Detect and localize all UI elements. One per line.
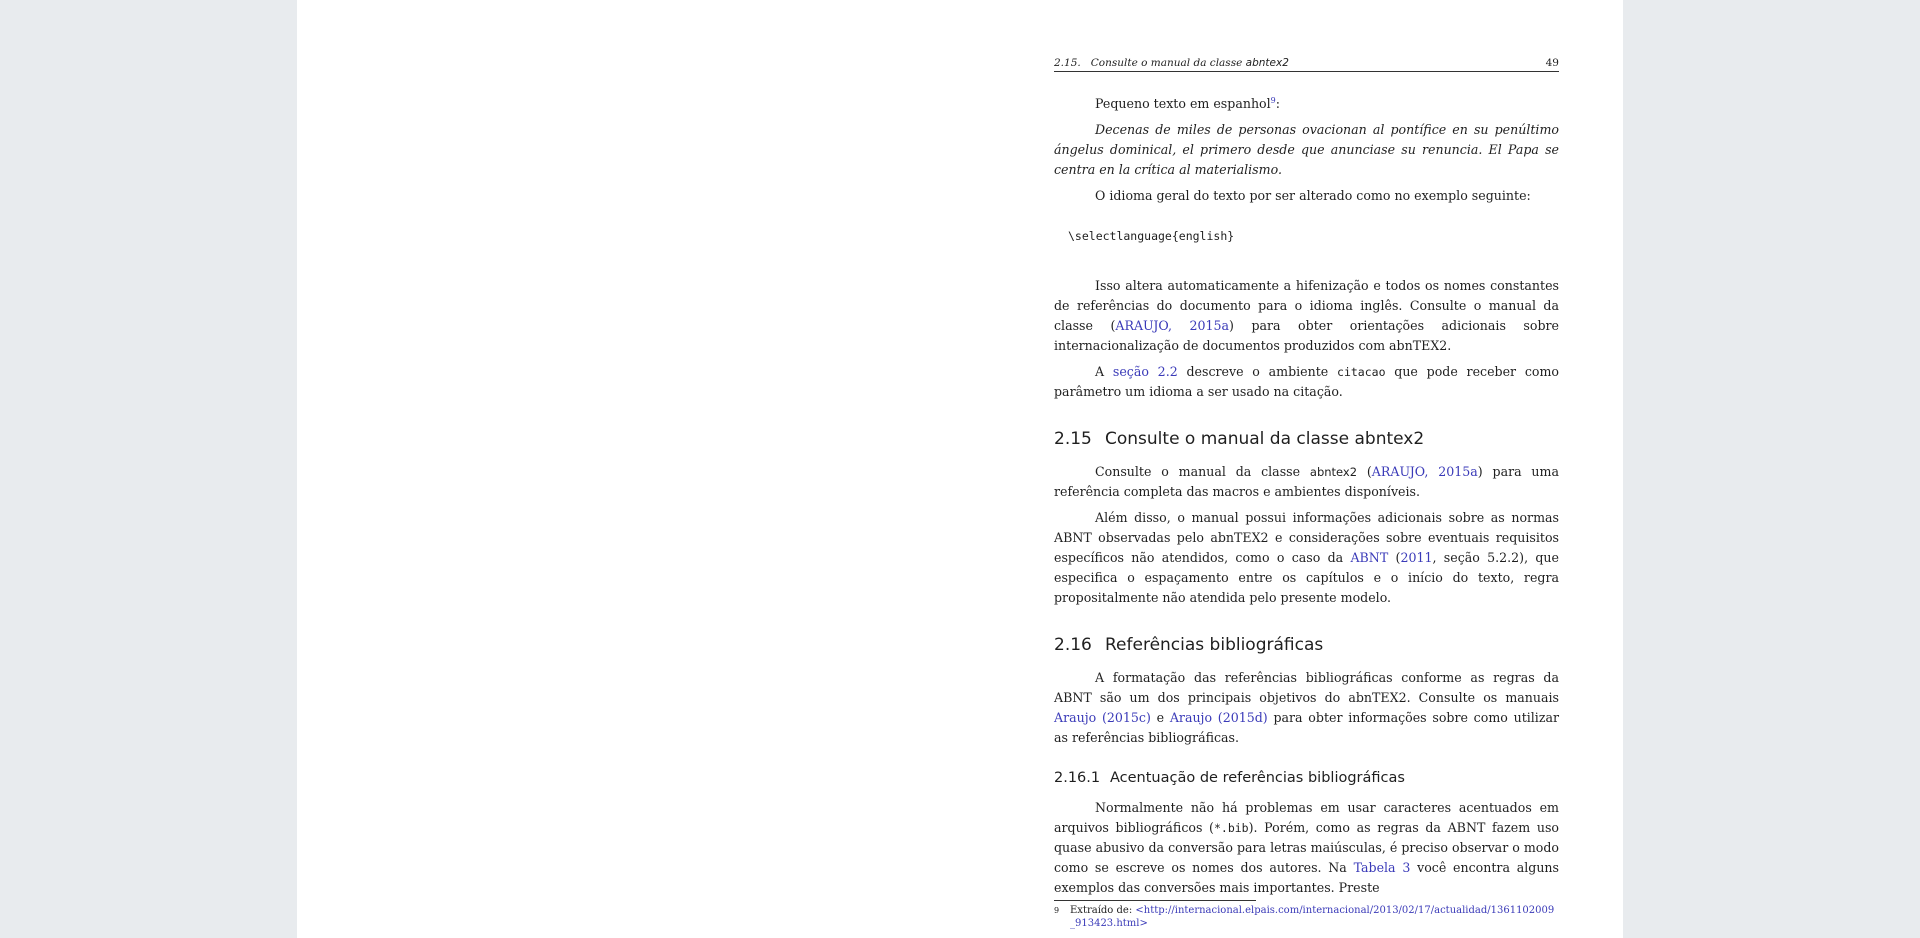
citation-link[interactable]: Araujo (2015d)	[1169, 710, 1268, 725]
section-heading: 2.16 Referências bibliográficas	[1054, 635, 1324, 655]
code-block: \selectlanguage{english}	[1068, 229, 1235, 243]
citation-link[interactable]: ARAUJO, 2015a	[1371, 464, 1478, 479]
subsection-heading: 2.16.1 Acentuação de referências bibliográficas	[1054, 770, 1405, 786]
section-link[interactable]: seção 2.2	[1112, 364, 1178, 379]
paragraph: O idioma geral do texto por ser alterado como no exemplo seguinte:	[1095, 188, 1531, 203]
paragraph: Normalmente não há problemas em usar caracteres acentuados em arquivos bibliográficos (*.bib). Porém, como as regras da ABNT fazem uso quase abusivo da conversão para letras maiúsculas, é preciso observar o modo como se escreve os nomes dos autores. Na Tabela 3 você encontra alguns exemplos das conversões mais importantes. Preste	[1054, 800, 1560, 895]
paragraph: A formatação das referências bibliográficas conforme as regras da ABNT são um dos principais objetivos do abnTEX2. Consulte os manuais Araujo (2015c) e Araujo (2015d) para obter informações sobre como utilizar as referências bibliográficas.	[1054, 670, 1559, 745]
citation-link[interactable]: ABNT	[1350, 550, 1389, 565]
document-page	[297, 0, 1623, 938]
footnote-rule	[1054, 900, 1256, 901]
footnote-url-link[interactable]: <http://internacional.elpais.com/internacional/2013/02/17/actualidad/1361102009_913423.html>	[1070, 905, 1555, 929]
running-header	[1054, 56, 1559, 72]
running-header-title: 2.15. Consulte o manual da classe abntex2	[1054, 57, 1289, 69]
paragraph: Além disso, o manual possui informações adicionais sobre as normas ABNT observadas pelo abnTEX2 e considerações sobre eventuais requisitos específicos não atendidos, como o caso da ABNT (2011, seção 5.2.2), que especifica o espaçamento entre os capítulos e o início do texto, regra propositalmente não atendida pelo presente modelo.	[1054, 510, 1559, 605]
footnote: 9 Extraído de: <http://internacional.elpais.com/internacional/2013/02/17/actualidad/1361102009_913423.html>	[1054, 905, 1555, 929]
section-heading: 2.15 Consulte o manual da classe abntex2	[1054, 429, 1425, 449]
citation-link[interactable]: ARAUJO, 2015a	[1115, 318, 1230, 333]
paragraph: A seção 2.2 descreve o ambiente citacao que pode receber como parâmetro um idioma a ser usado na citação.	[1054, 364, 1559, 399]
paragraph: Consulte o manual da classe abntex2 (ARAUJO, 2015a) para uma referência completa das macros e ambientes disponíveis.	[1054, 464, 1559, 499]
page-number: 49	[1545, 57, 1559, 69]
paragraph: Pequeno texto em espanhol$^9$:	[1095, 95, 1281, 111]
citation-year-link[interactable]: 2011	[1400, 550, 1433, 565]
spanish-quote: Decenas de miles de personas ovacionan al pontífice en su penúltimo ángelus dominical, el primero desde que anunciase su renuncia. El Papa se centra en la crítica al materialismo.	[1054, 122, 1559, 177]
citation-link[interactable]: Araujo (2015c)	[1054, 710, 1151, 725]
footnote-link[interactable]: 9	[1270, 95, 1276, 105]
table-link[interactable]: Tabela 3	[1353, 860, 1411, 875]
text-column	[1054, 56, 1559, 930]
paragraph: Isso altera automaticamente a hifenização e todos os nomes constantes de referências do documento para o idioma inglês. Consulte o manual da classe (ARAUJO, 2015a) para obter orientações adicionais sobre internacionalização de documentos produzidos com abnTEX2.	[1054, 278, 1559, 353]
